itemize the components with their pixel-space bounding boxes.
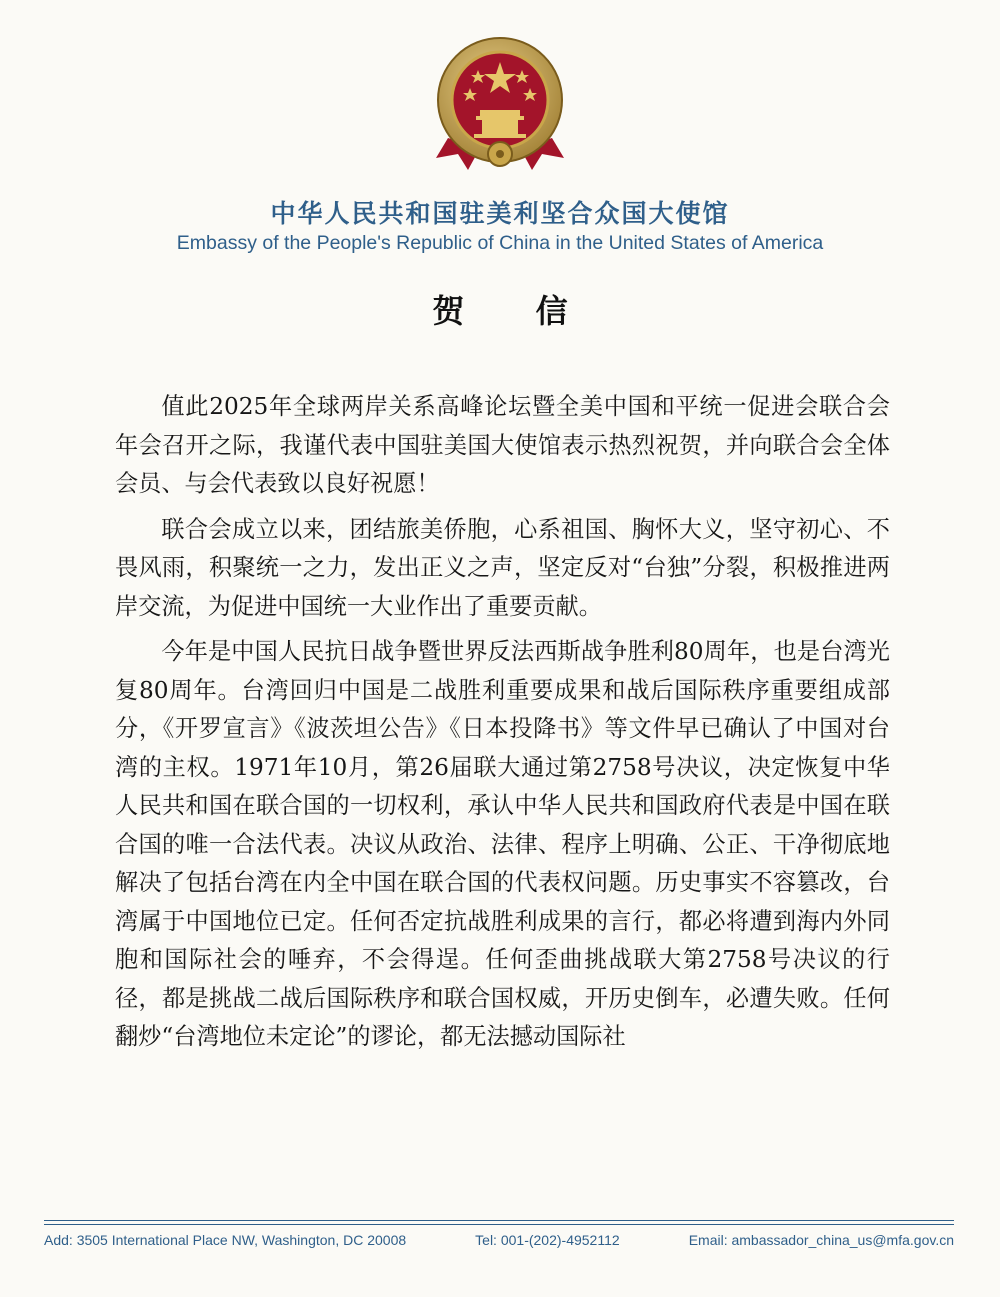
embassy-name-chinese: 中华人民共和国驻美利坚合众国大使馆	[270, 199, 730, 228]
footer-email: Email: ambassador_china_us@mfa.gov.cn	[688, 1232, 954, 1248]
letter-title: 贺 信	[432, 292, 598, 330]
letter-paragraph: 今年是中国人民抗日战争暨世界反法西斯战争胜利80周年，也是台湾光复80周年。台湾回归中国是二战胜利重要成果和战后国际秩序重要组成部分，《开罗宣言》《波茨坦公告》《日本投降书》等文件早已确认了中国对台湾的主权。1971年10月，第26届联大通过第2758号决议，决定恢复中华人民共和国在联合国的一切权利，承认中华人民共和国政府代表是中国在联合国的唯一合法代表。决议从政治、法律、程序上明确、公正、干净彻底地解决了包括台湾在内全中国在联合国的代表权问题。历史事实不容篡改，台湾属于中国地位已定。任何否定抗战胜利成果的言行，都必将遭到海内外同胞和国际社会的唾弃，不会得逞。任何歪曲挑战联大第2758号决议的行径，都是挑战二战后国际秩序和联合国权威，开历史倒车，必遭失败。任何翻炒“台湾地位未定论”的谬论，都无法撼动国际社	[115, 638, 890, 1050]
letter-body	[115, 388, 890, 1064]
footer-divider	[44, 1224, 954, 1225]
national-emblem-icon	[428, 30, 572, 180]
letter-paragraph: 联合会成立以来，团结旅美侨胞，心系祖国、胸怀大义，坚守初心、不畏风雨，积聚统一之力，发出正义之声，坚定反对“台独”分裂，积极推进两岸交流，为促进中国统一大业作出了重要贡献。	[115, 515, 890, 620]
letter-paragraph: 值此2025年全球两岸关系高峰论坛暨全美中国和平统一促进会联合会年会召开之际，我谨代表中国驻美国大使馆表示热烈祝贺，并向联合会全体会员、与会代表致以良好祝愿！	[115, 393, 890, 497]
footer-telephone: Tel: 001-(202)-4952112	[475, 1232, 620, 1248]
footer-divider	[44, 1220, 954, 1221]
footer	[44, 1232, 954, 1248]
footer-address: Add: 3505 International Place NW, Washington, DC 20008	[44, 1232, 407, 1248]
embassy-name-english: Embassy of the People's Republic of China in the United States of America	[176, 232, 824, 254]
